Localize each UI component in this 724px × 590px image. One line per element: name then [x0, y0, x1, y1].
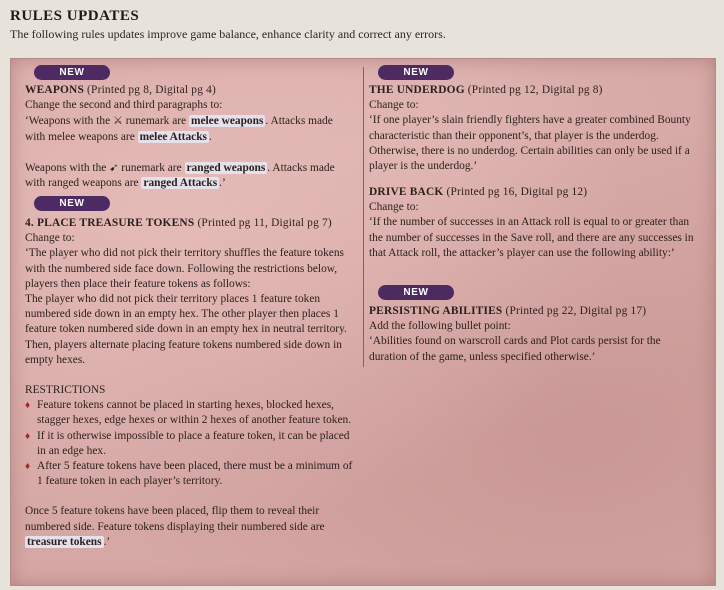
page-subtitle: The following rules updates improve game balance, enhance clarity and correct any errors. — [10, 27, 446, 41]
list-item: ♦ Feature tokens cannot be placed in starting hexes, blocked hexes, stagger hexes, edge hexes or within 2 hexes of another feature token. — [25, 398, 355, 428]
diamond-bullet-icon: ♦ — [25, 430, 31, 442]
list-item: ♦ If it is otherwise impossible to place a feature token, it can be placed in an edge hex. — [25, 429, 355, 459]
weapons-section — [25, 83, 355, 191]
new-badge: NEW — [34, 65, 110, 80]
driveback-section — [369, 185, 699, 261]
section-paragraph: ‘The player who did not pick their territory shuffles the feature tokens with the numbered side face down. Following the restrictions below, players then place their feature tokens as follows: — [25, 247, 344, 290]
section-heading: DRIVE BACK (Printed pg 16, Digital pg 12) — [369, 186, 588, 198]
section-heading: WEAPONS (Printed pg 8, Digital pg 4) — [25, 84, 217, 96]
page-title: RULES UPDATES — [10, 8, 140, 24]
ranged-runemark-icon: ➹ — [109, 160, 119, 174]
section-intro: Change to: — [369, 201, 419, 214]
section-paragraph: Once 5 feature tokens have been placed, flip them to reveal their numbered side. Feature tokens displaying their numbered side are treasure tokens .’ — [25, 505, 325, 548]
new-badge: NEW — [378, 285, 454, 300]
section-paragraph: Weapons with the ➹ runemark are ranged weapons . Attacks made with ranged weapons are ranged Attacks .’ — [25, 160, 335, 190]
section-intro: Add the following bullet point: — [369, 320, 511, 333]
list-item: ♦ After 5 feature tokens have been placed, there must be a minimum of 1 feature token in each player’s territory. — [25, 459, 355, 489]
treasure-section — [25, 216, 355, 550]
section-paragraph: ‘If the number of successes in an Attack roll is equal to or greater than the number of successes in the Save roll, and there are any successes in that Attack roll, the attacker’s player can use the following ability:’ — [369, 216, 694, 259]
section-heading: THE UNDERDOG (Printed pg 12, Digital pg 8) — [369, 84, 603, 96]
melee-runemark-icon: ⚔ — [112, 114, 123, 128]
underdog-section — [369, 83, 699, 174]
section-heading: 4. PLACE TREASURE TOKENS (Printed pg 11, Digital pg 7) — [25, 217, 332, 229]
section-intro: Change the second and third paragraphs to: — [25, 99, 223, 112]
new-badge: NEW — [34, 196, 110, 211]
column-divider — [363, 67, 364, 367]
diamond-bullet-icon: ♦ — [25, 400, 31, 412]
section-paragraph: The player who did not pick their territory places 1 feature token numbered side down in an empty hex. The other player then places 1 feature token numbered side down in an empty hex in neutral territory. Then, players alternate placing feature tokens numbered side down in empty hexes. — [25, 293, 347, 366]
new-badge: NEW — [378, 65, 454, 80]
rules-panel — [10, 58, 716, 586]
section-paragraph: ‘If one player’s slain friendly fighters have a greater combined Bounty characteristic than their opponent’s, that player is the underdog. Otherwise, there is no underdog. Certain abilities can only be used if a player is the underdog.’ — [369, 114, 691, 173]
section-intro: Change to: — [369, 99, 419, 112]
restrictions-title: RESTRICTIONS — [25, 384, 106, 397]
section-paragraph: ‘Abilities found on warscroll cards and Plot cards persist for the duration of the game, unless specified otherwise.’ — [369, 335, 661, 363]
section-intro: Change to: — [25, 232, 75, 245]
persisting-section — [369, 304, 699, 365]
section-heading: PERSISTING ABILITIES (Printed pg 22, Digital pg 17) — [369, 305, 647, 317]
diamond-bullet-icon: ♦ — [25, 461, 31, 473]
section-paragraph: ‘Weapons with the ⚔ runemark are melee weapons . Attacks made with melee weapons are melee Attacks . — [25, 114, 333, 143]
